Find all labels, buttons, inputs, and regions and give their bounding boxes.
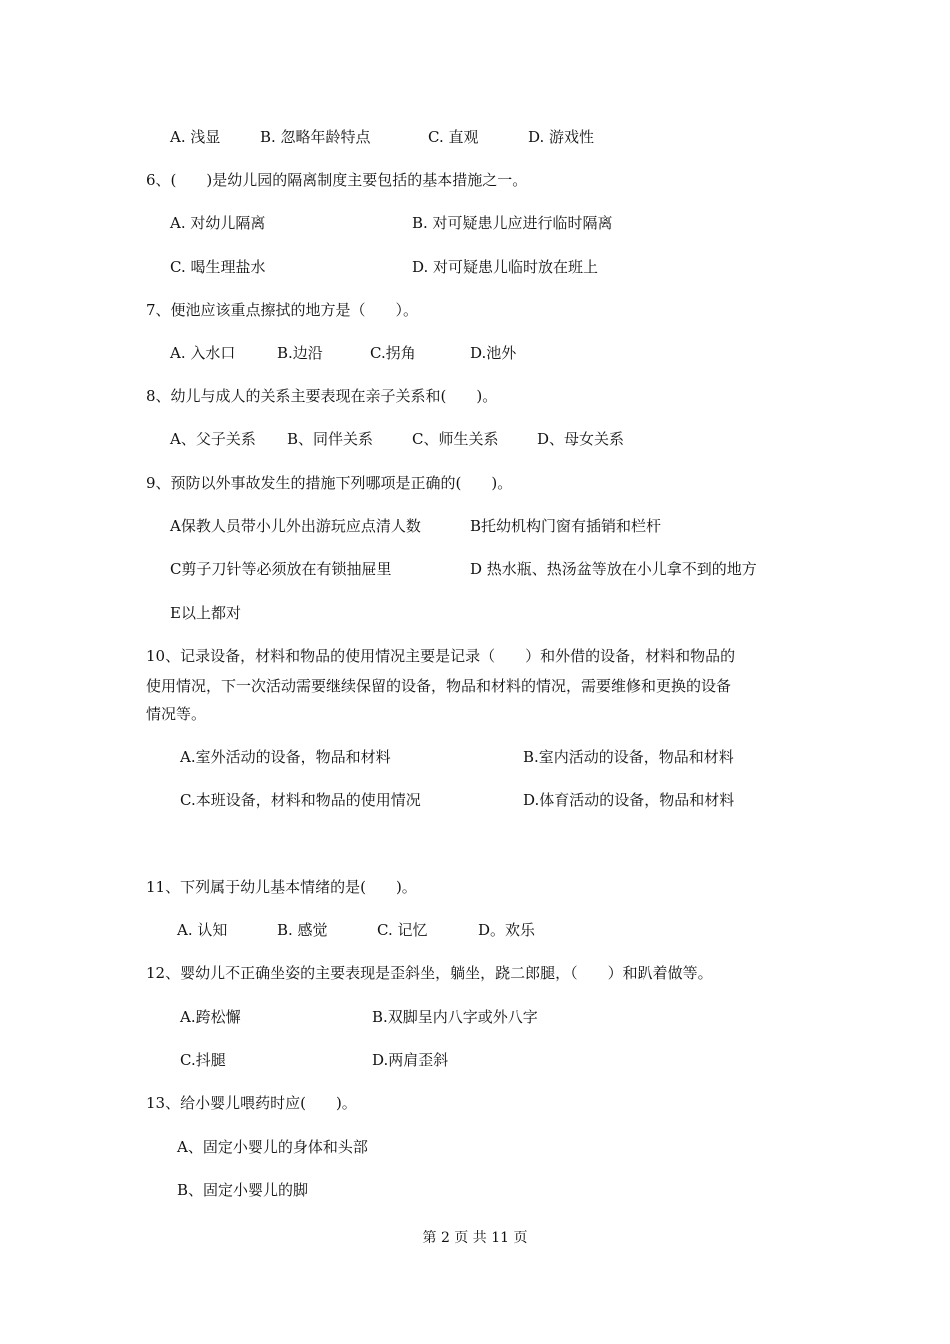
q11-option-a: A. 认知 — [177, 921, 228, 939]
question-8: 8、幼儿与成人的关系主要表现在亲子关系和( )。 — [146, 387, 498, 405]
q13-option-a: A、固定小婴儿的身体和头部 — [177, 1138, 368, 1156]
q8-option-c: C、师生关系 — [412, 430, 499, 448]
q9-option-d: D 热水瓶、热汤盆等放在小儿拿不到的地方 — [470, 560, 757, 578]
q7-option-a: A. 入水口 — [170, 344, 236, 362]
question-10-line-2: 使用情况，下一次活动需要继续保留的设备，物品和材料的情况，需要维修和更换的设备 — [146, 677, 732, 695]
question-11: 11、下列属于幼儿基本情绪的是( )。 — [146, 878, 417, 896]
page-footer: 第 2 页 共 11 页 — [422, 1230, 528, 1246]
q5-option-d: D. 游戏性 — [528, 128, 595, 146]
q8-option-a: A、父子关系 — [170, 430, 256, 448]
q8-option-b: B、同伴关系 — [287, 430, 374, 448]
q7-option-d: D.池外 — [470, 344, 517, 362]
q10-option-a: A.室外活动的设备，物品和材料 — [180, 748, 391, 766]
question-7: 7、便池应该重点擦拭的地方是（ ）。 — [146, 301, 419, 319]
q8-option-d: D、母女关系 — [537, 430, 625, 448]
q6-option-d: D. 对可疑患儿临时放在班上 — [412, 258, 599, 276]
q7-option-c: C.拐角 — [370, 344, 416, 362]
q11-option-d: D。欢乐 — [478, 921, 536, 939]
question-10-line-1: 10、记录设备，材料和物品的使用情况主要是记录（ ）和外借的设备，材料和物品的 — [146, 647, 736, 665]
q9-option-c: C剪子刀针等必须放在有锁抽屉里 — [170, 560, 392, 578]
q9-option-e: E以上都对 — [170, 604, 241, 622]
q6-option-c: C. 喝生理盐水 — [170, 258, 266, 276]
q5-option-b: B. 忽略年龄特点 — [260, 128, 371, 146]
q12-option-d: D.两肩歪斜 — [372, 1051, 449, 1069]
q10-option-b: B.室内活动的设备，物品和材料 — [523, 748, 734, 766]
q10-option-c: C.本班设备，材料和物品的使用情况 — [180, 791, 421, 809]
q12-option-b: B.双脚呈内八字或外八字 — [372, 1008, 538, 1026]
q11-option-c: C. 记忆 — [377, 921, 428, 939]
question-12: 12、婴幼儿不正确坐姿的主要表现是歪斜坐，躺坐，跷二郎腿，（ ）和趴着做等。 — [146, 964, 713, 982]
q12-option-c: C.抖腿 — [180, 1051, 226, 1069]
question-10-line-3: 情况等。 — [146, 705, 207, 723]
q12-option-a: A.跨松懈 — [180, 1008, 241, 1026]
q6-option-a: A. 对幼儿隔离 — [170, 214, 266, 232]
q11-option-b: B. 感觉 — [277, 921, 328, 939]
question-6: 6、( )是幼儿园的隔离制度主要包括的基本措施之一。 — [146, 171, 528, 189]
q7-option-b: B.边沿 — [277, 344, 323, 362]
q6-option-b: B. 对可疑患儿应进行临时隔离 — [412, 214, 613, 232]
q5-option-c: C. 直观 — [428, 128, 479, 146]
q13-option-b: B、固定小婴儿的脚 — [177, 1181, 309, 1199]
q5-option-a: A. 浅显 — [170, 128, 221, 146]
question-13: 13、给小婴儿喂药时应( )。 — [146, 1094, 357, 1112]
q9-option-b: B托幼机构门窗有插销和栏杆 — [470, 517, 662, 535]
q10-option-d: D.体育活动的设备，物品和材料 — [523, 791, 735, 809]
q9-option-a: A保教人员带小儿外出游玩应点清人数 — [170, 517, 421, 535]
question-9: 9、预防以外事故发生的措施下列哪项是正确的( )。 — [146, 474, 513, 492]
